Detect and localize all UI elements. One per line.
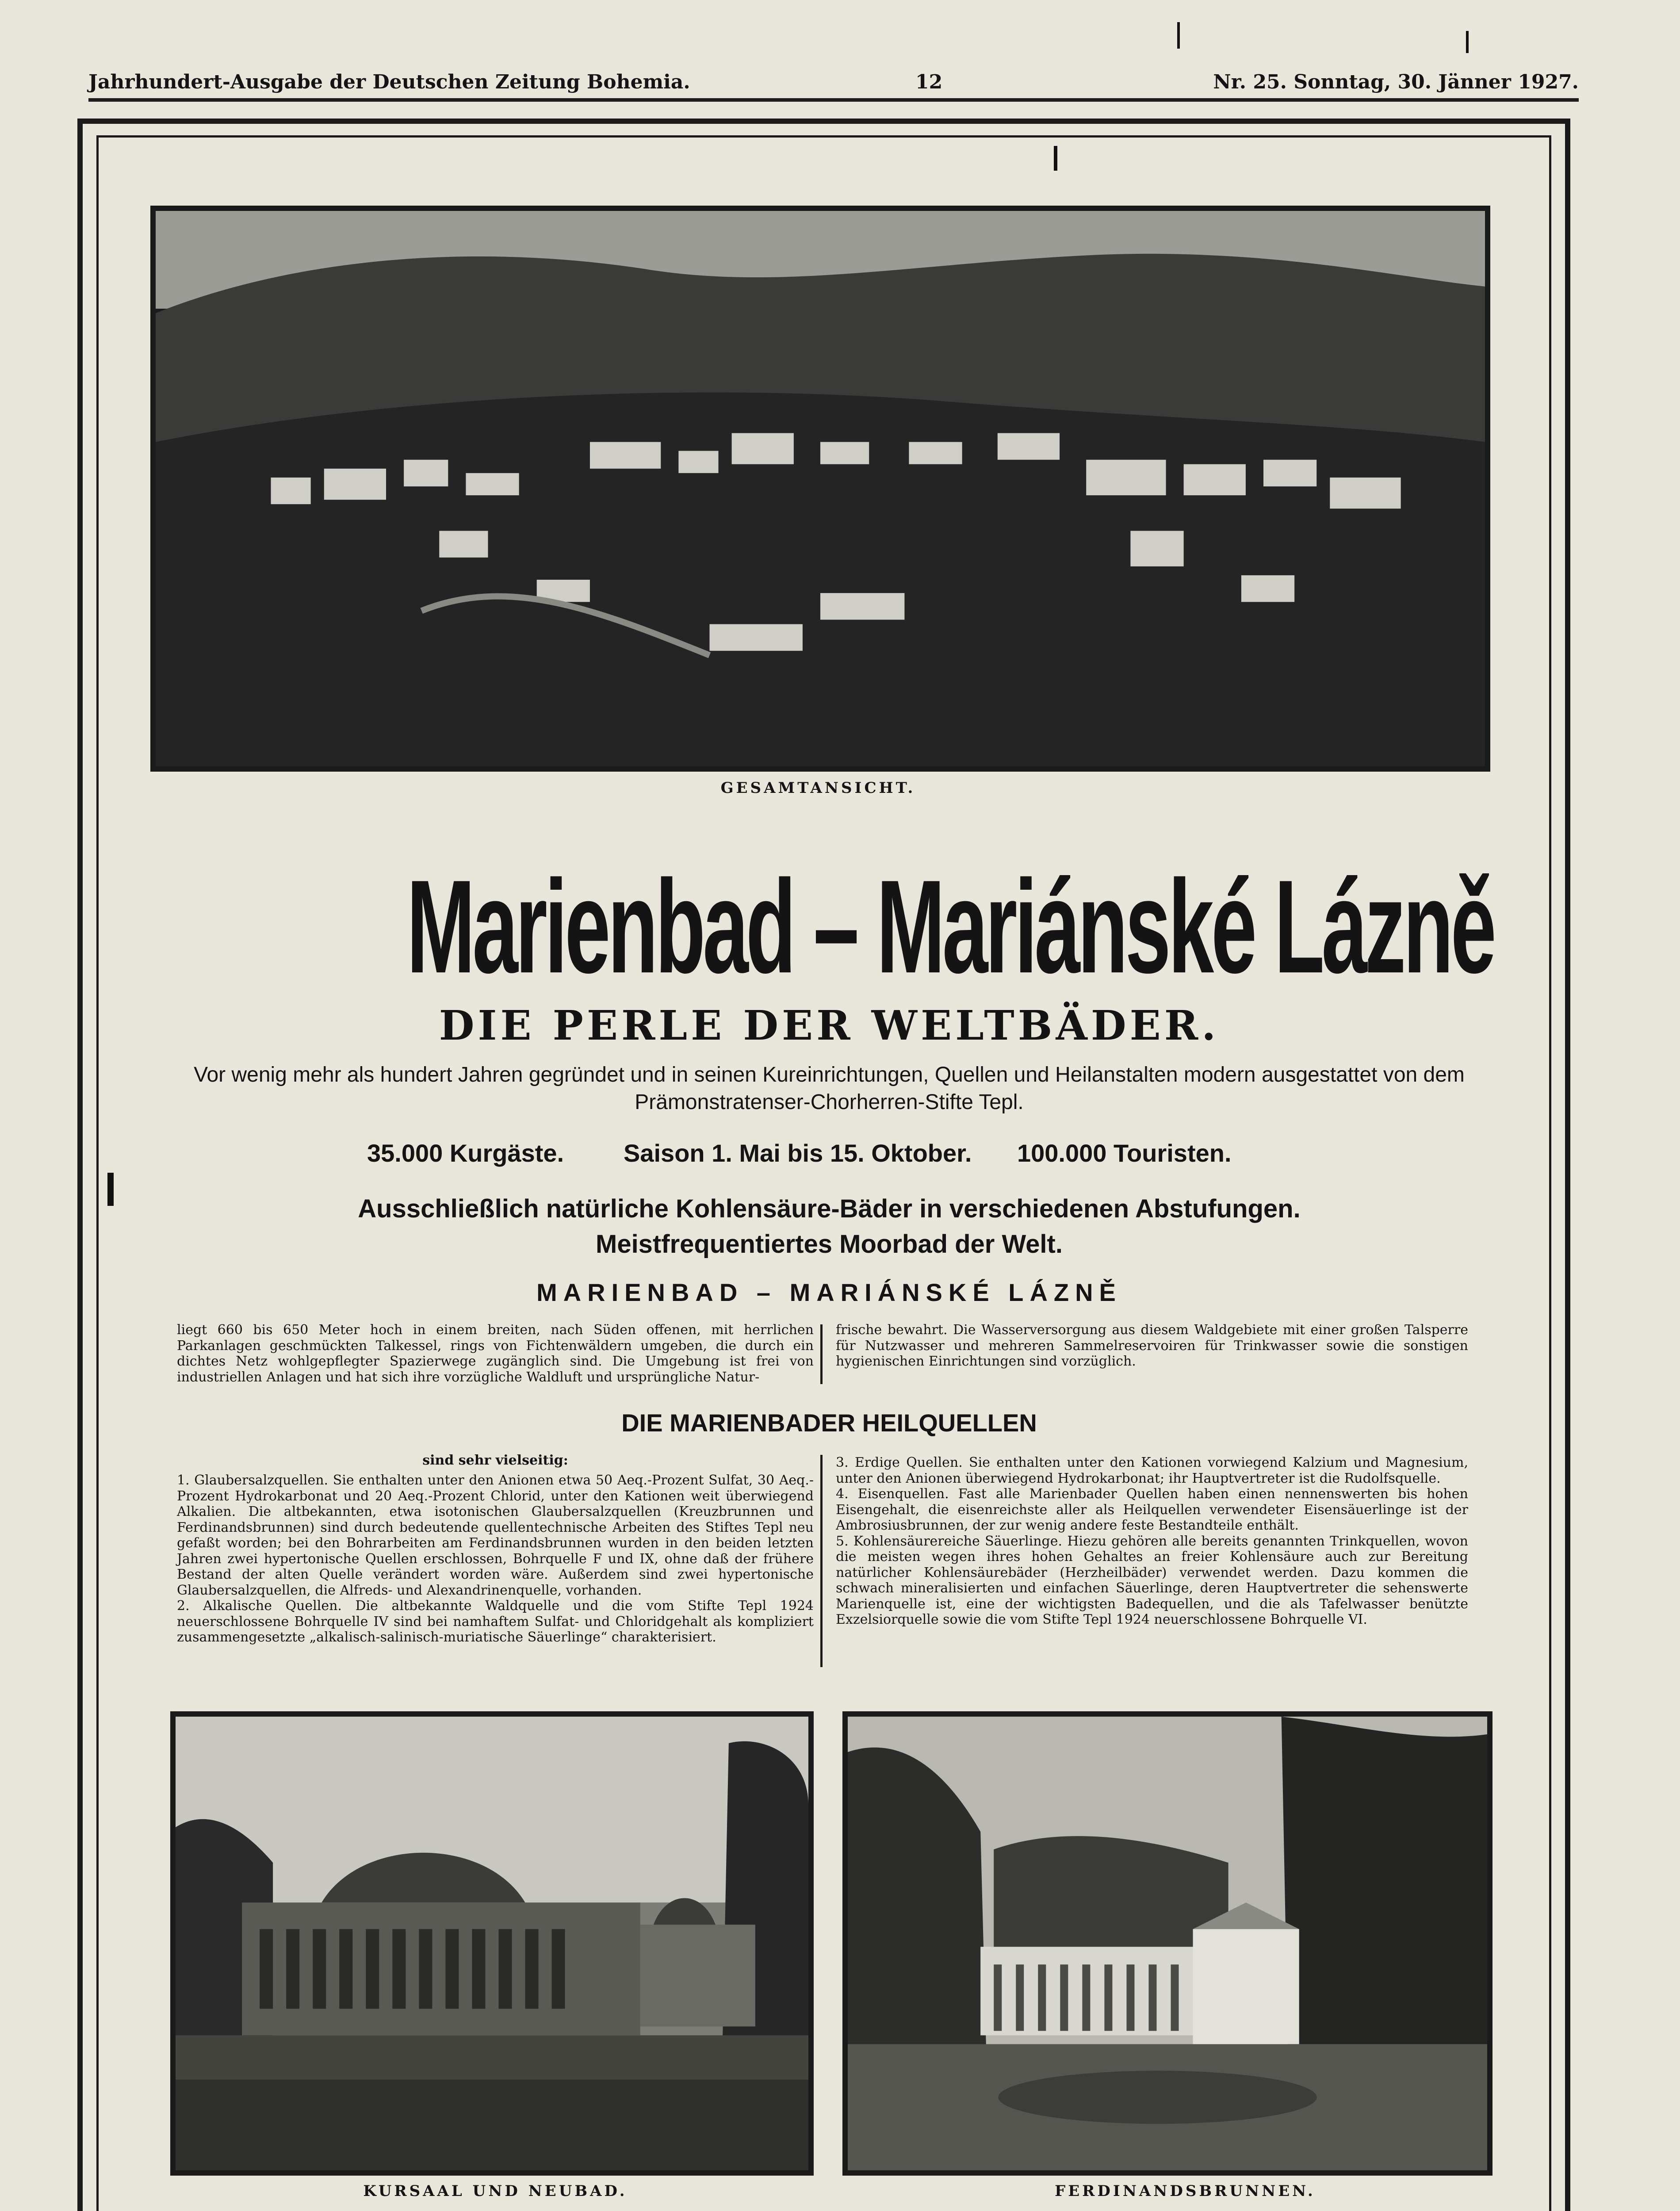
section-location-heading: MARIENBAD – MARIÁNSKÉ LÁZNĚ <box>536 1278 1122 1306</box>
masthead <box>88 71 1579 97</box>
masthead-issue-date: Nr. 25. Sonntag, 30. Jänner 1927. <box>1213 71 1579 93</box>
ferdinandsbrunnen-photo <box>842 1711 1492 2176</box>
location-text-left <box>177 1322 814 1385</box>
kursaal-caption: KURSAAL UND NEUBAD. <box>363 2182 628 2200</box>
location-paragraph-right: frische bewahrt. Die Wasserversorgung aus diesem Waldgebiete mit einer großen Talsperre für Nutzwasser und mehreren Sammelreservoiren für Trinkwasser sowie die sonstigen hygienischen Einrichtungen sind vorzüglich. <box>836 1322 1468 1369</box>
ferdinandsbrunnen-image <box>848 1717 1487 2170</box>
stats-line <box>336 1139 1309 1174</box>
print-mark <box>1466 31 1469 53</box>
spring-glaubersalz: 1. Glaubersalzquellen. Sie enthalten unter den Anionen etwa 50 Aeq.-Prozent Sulfat, 30 Aeq.-Prozent Hydrokarbonat und 20 Aeq.-Prozent Chlorid, unter den Kationen weit überwiegend Alkalien. Die altbekannten, etwa isotonischen Glaubersalzquellen (Kreuzbrunnen und Ferdinandsbrunnen) sind durch bedeutende quellentechnische Arbeiten des Stiftes Tepl neu gefaßt worden; bei den Bohrarbeiten am Ferdinandsbrunnen wurden in den beiden letzten Jahren zwei hypertonische Quellen erschlossen, Bohrquelle F und IX, ohne daß der frühere Bestand der alten Quelle verändert worden wäre. Außerdem sind zwei hypertonische Glaubersalzquellen, die Alfreds- und Alexandrinenquelle, vorhanden. <box>177 1473 814 1598</box>
springs-lead: sind sehr vielseitig: <box>422 1453 568 1468</box>
print-mark <box>1177 22 1180 49</box>
ferdinandsbrunnen-caption: FERDINANDSBRUNNEN. <box>1055 2182 1316 2200</box>
masthead-rule <box>88 98 1579 102</box>
location-text-right <box>836 1322 1468 1369</box>
ad-subtitle: DIE PERLE DER WELTBÄDER. <box>439 1002 1220 1049</box>
location-paragraph-left: liegt 660 bis 650 Meter hoch in einem breiten, nach Süden offenen, mit herrlichen Parkanlagen geschmückten Talkessel, rings von Fichtenwäldern umgeben, die durch ein dichtes Netz wohlgepflegter Spazierwege zugänglich sind. Die Umgebung ist frei von industriellen Anlagen und hat sich ihre vorzügliche Waldluft und ursprüngliche Natur- <box>177 1322 814 1385</box>
feature-baths: Ausschließlich natürliche Kohlensäure-Bäder in verschiedenen Abstufungen. <box>358 1194 1301 1223</box>
panorama-image <box>156 211 1485 766</box>
spring-erdig: 3. Erdige Quellen. Sie enthalten unter den Kationen vorwiegend Kalzium und Magnesium, unter den Anionen überwiegend Hydrokarbonat; ihr Hauptvertreter ist die Rudolfsquelle. <box>836 1455 1468 1486</box>
ad-intro: Vor wenig mehr als hundert Jahren gegründet und in seinen Kureinrichtungen, Quellen und Heilanstalten modern ausgestattet von dem Prämonstratenser-Chorherren-Stifte Tepl. <box>194 1063 1465 1114</box>
panorama-photo <box>150 206 1490 772</box>
stat-guests: 35.000 Kurgäste. <box>367 1139 564 1167</box>
masthead-publication: Jahrhundert-Ausgabe der Deutschen Zeitung Bohemia. <box>88 71 690 93</box>
column-divider <box>820 1324 823 1384</box>
springs-heading: DIE MARIENBADER HEILQUELLEN <box>621 1409 1037 1437</box>
feature-mudbath: Meistfrequentiertes Moorbad der Welt. <box>596 1230 1063 1259</box>
spring-kohlensaeure: 5. Kohlensäurereiche Säuerlinge. Hiezu gehören alle bereits genannten Trinkquellen, wovon die meisten wegen ihres hohen Gehaltes an freier Kohlensäure auch zur Bereitung natürlicher Kohlensäurebäder (Herzheilbäder) verwendet werden. Dazu kommen die schwach mineralisierten und einfachen Säuerlinge, deren Hauptvertreter die sehenswerte Marienquelle ist, eine der wichtigsten Badequellen, und die als Tafelwasser benützte Exzelsiorquelle sowie die vom Stifte Tepl 1924 neuerschlossene Bohrquelle VI. <box>836 1533 1468 1627</box>
stat-tourists: 100.000 Touristen. <box>1017 1139 1232 1167</box>
spring-alkalisch: 2. Alkalische Quellen. Die altbekannte Waldquelle und die vom Stifte Tepl 1924 neuerschlossene Bohrquelle IV sind bei namhaftem Sulfat- und Chloridgehalt als kompliziert zusammengesetzte „alkalisch-salinisch-muriatische Säuerlinge“ charakterisiert. <box>177 1598 814 1645</box>
ad-headline: Marienbad – Mariánské Lázně <box>406 852 1494 1001</box>
kursaal-photo <box>170 1711 814 2176</box>
springs-text-left <box>177 1473 814 1645</box>
stat-season: Saison 1. Mai bis 15. Oktober. <box>624 1139 972 1167</box>
springs-text-right <box>836 1455 1468 1628</box>
panorama-caption: GESAMTANSICHT. <box>720 779 916 797</box>
column-divider <box>820 1455 823 1667</box>
kursaal-image <box>176 1717 808 2170</box>
spring-eisen: 4. Eisenquellen. Fast alle Marienbader Quellen haben einen nennenswerten bis hohen Eisengehalt, die eisenreichste aller als Heilquellen verwendeter Eisensäuerlinge ist der Ambrosiusbrunnen, der zur wenig andere feste Bestandteile enthält. <box>836 1486 1468 1533</box>
page-number: 12 <box>915 71 943 93</box>
